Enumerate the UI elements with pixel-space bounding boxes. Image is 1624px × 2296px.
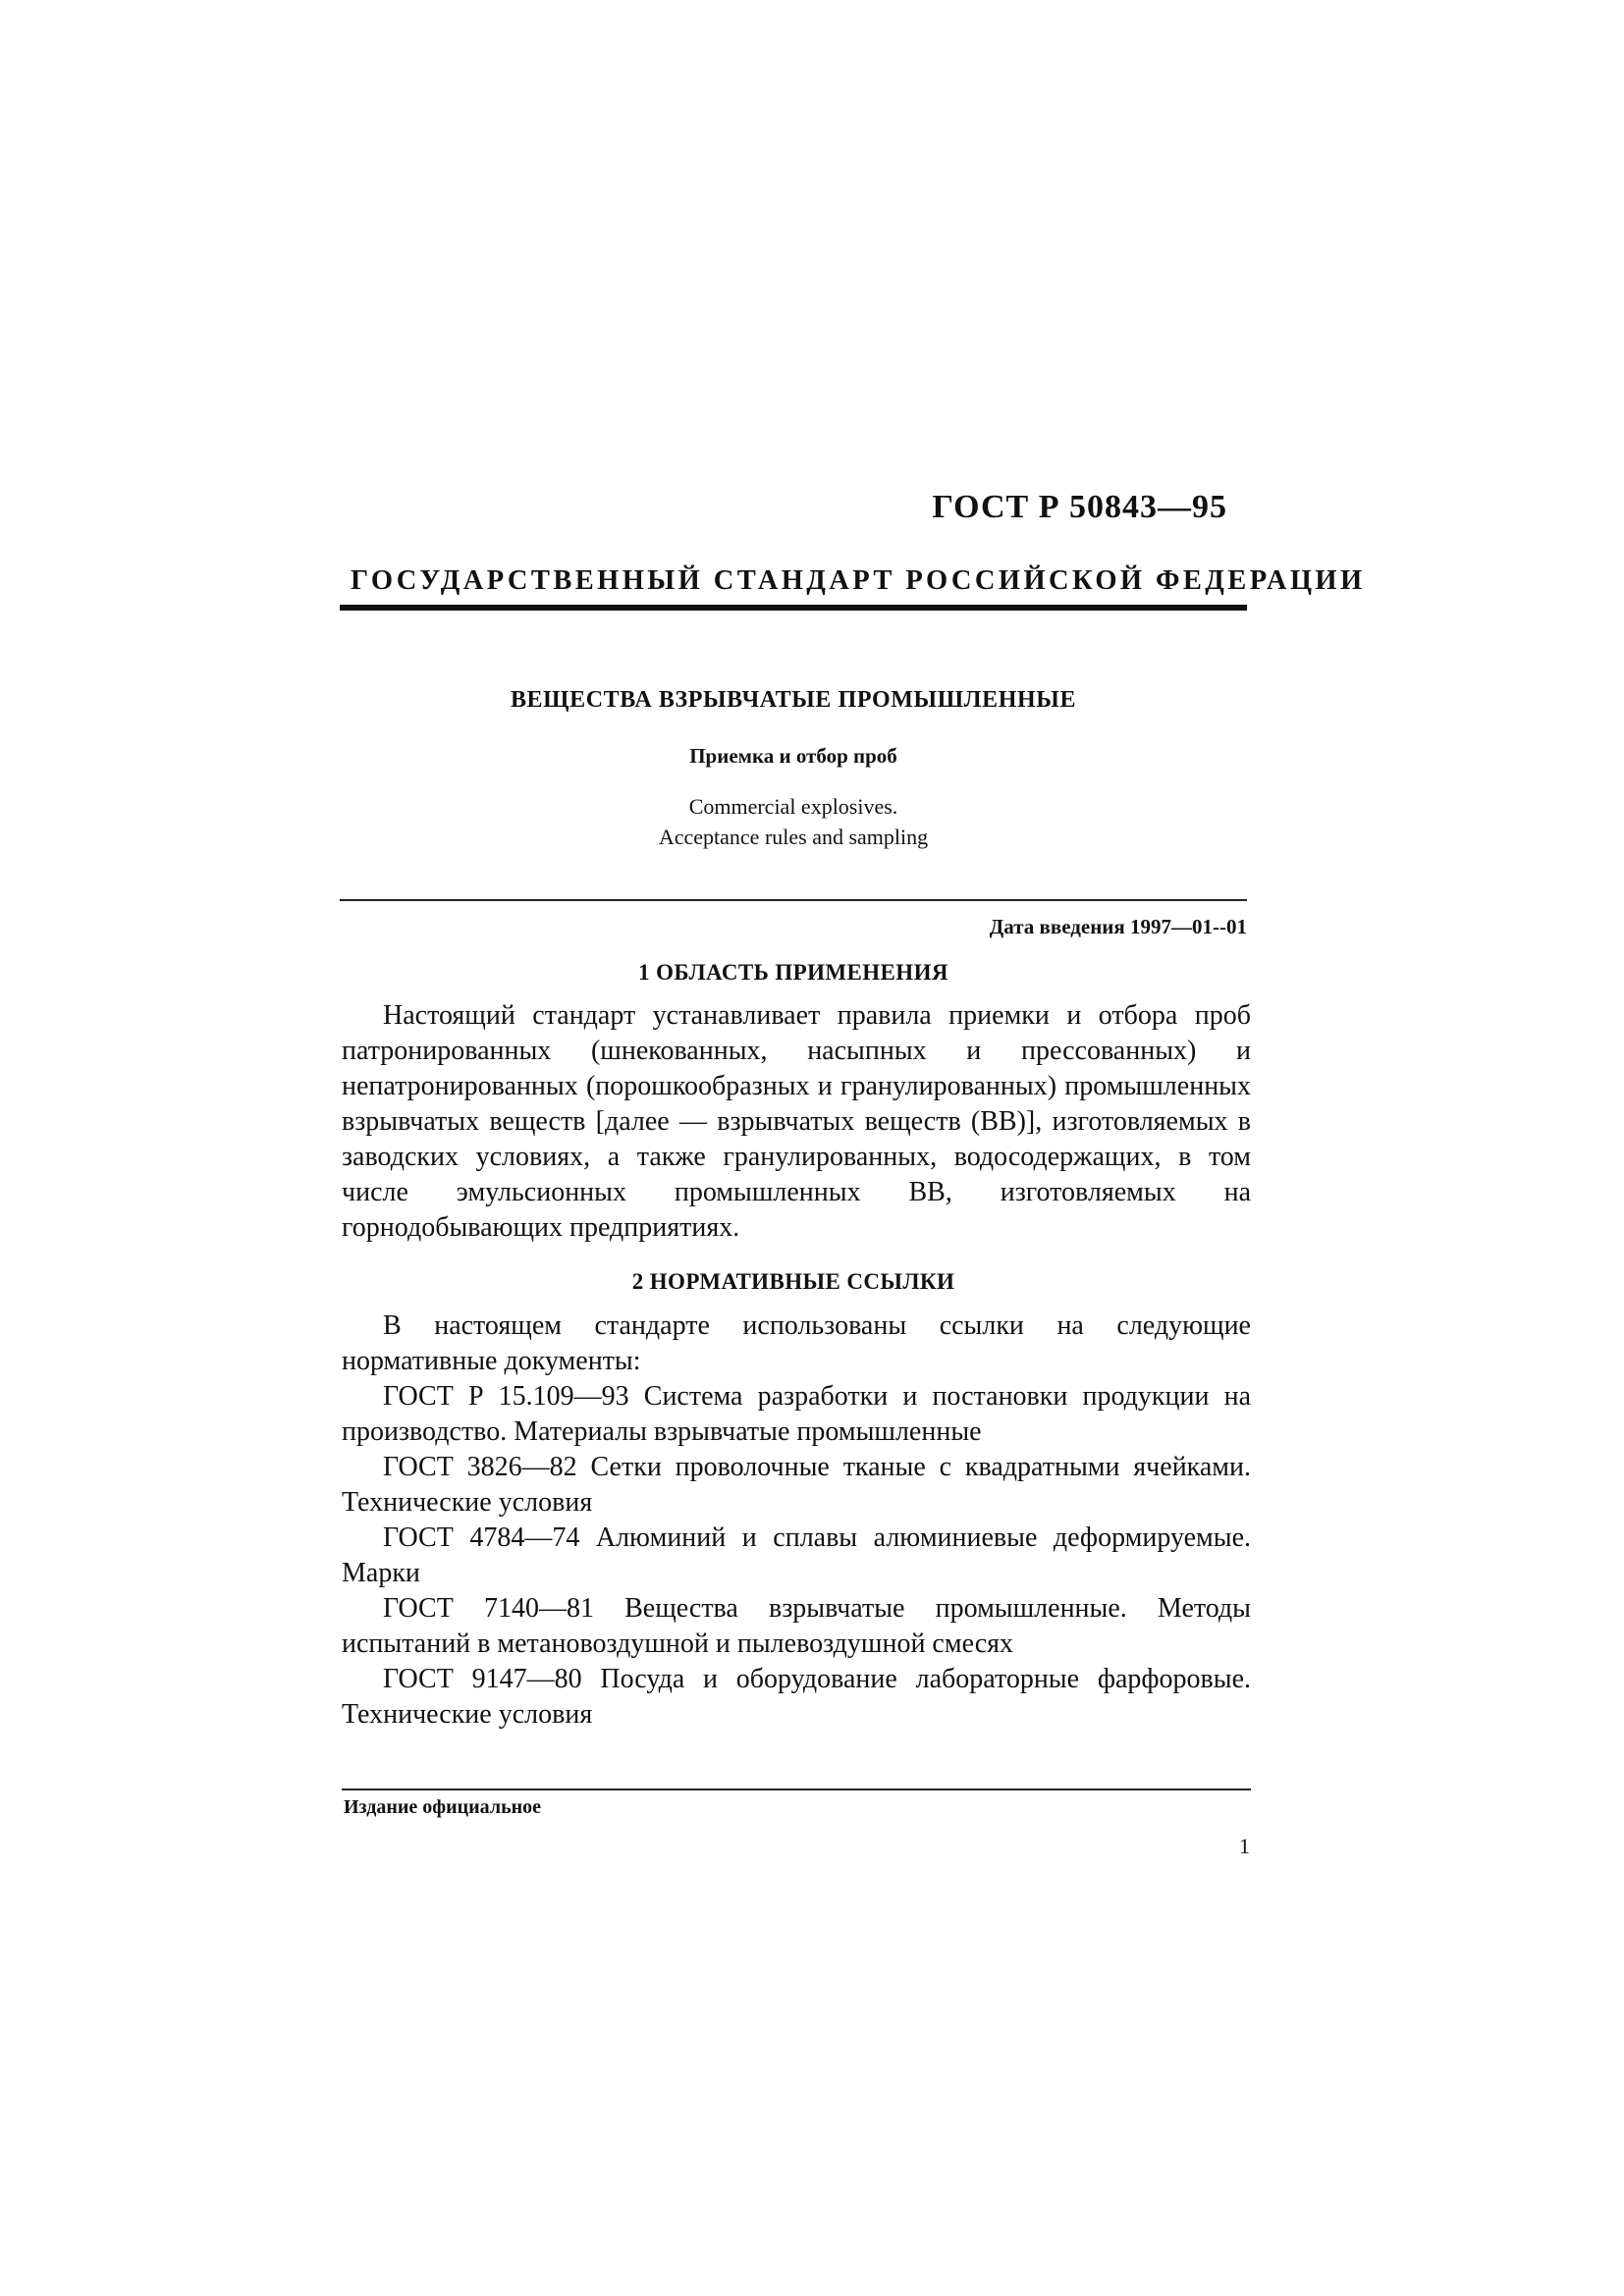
section-1-body	[342, 998, 1251, 1246]
section-2-intro: В настоящем стандарте использованы ссылки на следующие нормативные документы:	[342, 1310, 1251, 1376]
english-title-line-1: Commercial explosives.	[688, 794, 898, 819]
document-title: ВЕЩЕСТВА ВЗРЫВЧАТЫЕ ПРОМЫШЛЕННЫЕ	[510, 687, 1077, 713]
section-1-paragraph: Настоящий стандарт устанавливает правила приемки и отбора проб патронированных (шнекованных, насыпных и прессованных) и непатронированных (порошкообразных и гранулированных) промышленных взрывчатых веществ [далее — взрывчатых веществ (ВВ)], изготовляемых в заводских условиях, а также гранулированных, водосодержащих, в том числе эмульсионных промышленных ВВ, изготовляемых на горнодобывающих предприятиях.	[342, 1000, 1251, 1243]
page-number: 1	[1239, 1834, 1250, 1858]
section-2-body	[342, 1308, 1251, 1733]
standard-header: ГОСУДАРСТВЕННЫЙ СТАНДАРТ РОССИЙСКОЙ ФЕДЕРАЦИИ	[351, 565, 1366, 596]
english-title	[340, 791, 1247, 852]
section-1-heading: 1 ОБЛАСТЬ ПРИМЕНЕНИЯ	[638, 960, 948, 985]
footer-divider	[342, 1789, 1251, 1790]
standard-number: ГОСТ Р 50843—95	[932, 489, 1227, 525]
reference-item: ГОСТ 7140—81 Вещества взрывчатые промышленные. Методы испытаний в метановоздушной и пылевоздушной смесях	[342, 1593, 1251, 1659]
official-edition-label: Издание официальное	[344, 1796, 542, 1818]
title-divider	[340, 899, 1247, 901]
section-2-heading: 2 НОРМАТИВНЫЕ ССЫЛКИ	[631, 1269, 955, 1294]
reference-item: ГОСТ Р 15.109—93 Система разработки и постановки продукции на производство. Материалы взрывчатые промышленные	[342, 1381, 1251, 1447]
reference-item: ГОСТ 3826—82 Сетки проволочные тканые с квадратными ячейками. Технические условия	[342, 1452, 1251, 1518]
reference-item: ГОСТ 4784—74 Алюминий и сплавы алюминиевые деформируемые. Марки	[342, 1522, 1251, 1588]
reference-item: ГОСТ 9147—80 Посуда и оборудование лабораторные фарфоровые. Технические условия	[342, 1664, 1251, 1730]
introduction-date: Дата введения 1997—01--01	[989, 915, 1247, 938]
english-title-line-2: Acceptance rules and sampling	[658, 825, 929, 849]
document-subtitle: Приемка и отбор проб	[689, 744, 897, 768]
header-divider	[340, 605, 1247, 611]
